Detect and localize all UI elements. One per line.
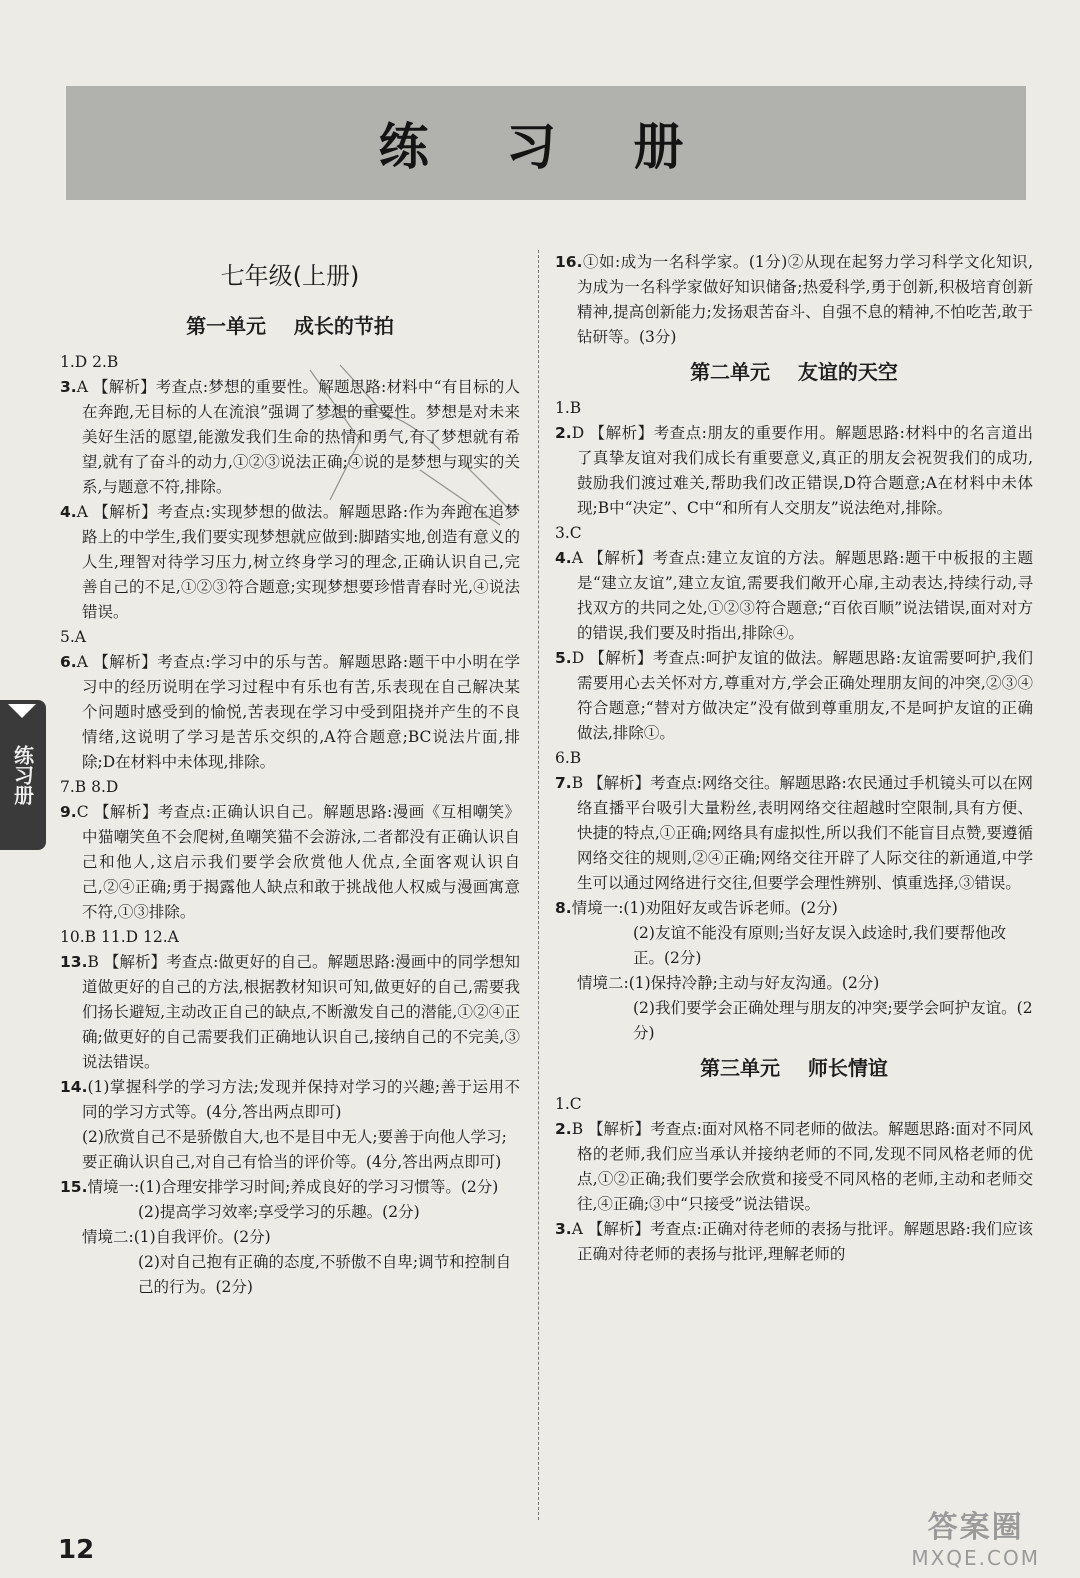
answer-subitem: (2)友谊不能没有原则;当好友误入歧途时,我们要帮他改正。(2分) [633,924,1007,967]
side-tab [0,700,46,850]
side-tab-arrow-icon [8,704,36,718]
answer-item: 3.A 【解析】考查点:正确对待老师的表扬与批评。解题思路:我们应该正确对待老师的表扬与批评,理解老师的 [555,1220,1033,1263]
answer-subitem: (2)我们要学会正确处理与朋友的冲突;要学会呵护友谊。(2分) [633,999,1033,1042]
answer-item: 6.A 【解析】考查点:学习中的乐与苦。解题思路:题干中小明在学习中的经历说明在学习过程中有乐也有苦,乐表现在自己解决某个问题时感受到的愉悦,苦表现在学习中受到阻挠并产生的不良情绪,这说明了学习是苦乐交织的,A符合题意;BC说法片面,排除;D在材料中未体现,排除。 [60,653,520,771]
answer-item: 16.①如:成为一名科学家。(1分)②从现在起努力学习科学文化知识,为成为一名科学家做好知识储备;热爱科学,勇于创新,积极培育创新精神,提高创新能力;发扬艰苦奋斗、自强不息的精神,不怕吃苦,敢于钻研等。(3分) [555,253,1033,346]
answer-item: 9.C 【解析】考查点:正确认识自己。解题思路:漫画《互相嘲笑》中猫嘲笑鱼不会爬树,鱼嘲笑猫不会游泳,二者都没有正确认识自己和他人,这启示我们要学会欣赏他人优点,全面客观认识自己,②④正确;勇于揭露他人缺点和敢于挑战他人权威与漫画寓意不符,①③排除。 [60,803,520,921]
watermark-logo: 答案圈 [927,1510,1024,1545]
watermark [911,1502,1040,1570]
answer-subitem: 情境二:(1)保持冷静;主动与好友沟通。(2分) [577,974,880,992]
answer-item: 7.B 8.D [60,778,119,796]
answer-item: 8.情境一:(1)劝阻好友或告诉老师。(2分) [555,899,838,917]
banner-title: 练 习 册 [378,118,714,176]
answer-item: 2.B 【解析】考查点:面对风格不同老师的做法。解题思路:面对不同风格的老师,我们应当承认并接纳老师的不同,发现不同风格老师的优点,①②正确;我们要学会欣赏和接受不同风格的老师,主动和老师交往,④正确;③中“只接受”说法错误。 [555,1120,1033,1213]
answer-item: 15.情境一:(1)合理安排学习时间;养成良好的学习习惯等。(2分) [60,1178,499,1196]
chapter-banner [66,86,1026,200]
answer-item: 2.D 【解析】考查点:朋友的重要作用。解题思路:材料中的名言道出了真挚友谊对我们成长有重要意义,真正的朋友会祝贺我们的成功,鼓励我们渡过难关,帮助我们改正错误,D符合题意;A在材料中未体现;B中“决定”、C中“和所有人交朋友”说法绝对,排除。 [555,424,1033,517]
answer-item: 7.B 【解析】考查点:网络交往。解题思路:农民通过手机镜头可以在网络直播平台吸引大量粉丝,表明网络交往超越时空限制,具有方便、快捷的特点,①正确;网络具有虚拟性,所以我们不能盲目点赞,要遵循网络交往的规则,②④正确;网络交往开辟了人际交往的新通道,中学生可以通过网络进行交往,但要学会理性辨别、慎重选择,③错误。 [555,774,1033,892]
unit3-title: 第三单元 师长情谊 [700,1056,888,1080]
answer-item: 1.C [555,1095,582,1113]
answer-item: 3.A 【解析】考查点:梦想的重要性。解题思路:材料中“有目标的人在奔跑,无目标的人在流浪”强调了梦想的重要性。梦想是对未来美好生活的愿望,能激发我们生命的热情和勇气,有了梦想就有希望,就有了奋斗的动力,①②③说法正确;④说的是梦想与现实的关系,与题意不符,排除。 [60,378,520,496]
answer-item: 1.B [555,399,582,417]
answer-item: 4.A 【解析】考查点:建立友谊的方法。解题思路:题干中板报的主题是“建立友谊”,建立友谊,需要我们敞开心扉,主动表达,持续行动,寻找双方的共同之处,①②③符合题意;“百依百顺”说法错误,面对对方的错误,我们要及时指出,排除④。 [555,549,1033,642]
page-number: 12 [58,1535,95,1565]
watermark-url: MXQE.COM [911,1546,1040,1570]
answer-item: 6.B [555,749,582,767]
answer-item: 1.D 2.B [60,353,119,371]
unit1-title: 第一单元 成长的节拍 [186,314,394,338]
answer-item: 5.A [60,628,86,646]
grade-title: 七年级(上册) [220,262,360,290]
answer-item: 14.(1)掌握科学的学习方法;发现并保持对学习的兴趣;善于运用不同的学习方式等。(4分,答出两点即可) [60,1078,520,1121]
answer-subitem: 情境二:(1)自我评价。(2分) [82,1228,271,1246]
answer-subitem: (2)欣赏自己不是骄傲自大,也不是目中无人;要善于向他人学习;要正确认识自己,对自己有恰当的评价等。(4分,答出两点即可) [82,1128,507,1171]
answer-item: 5.D 【解析】考查点:呵护友谊的做法。解题思路:友谊需要呵护,我们需要用心去关怀对方,尊重对方,学会正确处理朋友间的冲突,②③④符合题意;“替对方做决定”没有做到尊重朋友,不是呵护友谊的正确做法,排除①。 [555,649,1033,742]
answer-item: 3.C [555,524,582,542]
column-divider [538,250,539,1520]
answer-subitem: (2)提高学习效率;享受学习的乐趣。(2分) [138,1203,420,1221]
pencil-scribble-icon [300,360,520,530]
unit2-title: 第二单元 友谊的天空 [690,360,898,384]
answer-item: 10.B 11.D 12.A [60,928,179,946]
side-tab-label: 练习册 [10,745,35,805]
answer-subitem: (2)对自己抱有正确的态度,不骄傲不自卑;调节和控制自己的行为。(2分) [138,1253,512,1296]
answer-item: 13.B 【解析】考查点:做更好的自己。解题思路:漫画中的同学想知道做更好的自己的方法,根据教材知识可知,做更好的自己,需要我们扬长避短,主动改正自己的缺点,不断激发自己的潜能,①②④正确;做更好的自己需要我们正确地认识自己,接纳自己的不完美,③说法错误。 [60,953,520,1071]
answer-item: 4.A 【解析】考查点:实现梦想的做法。解题思路:作为奔跑在追梦路上的中学生,我们要实现梦想就应做到:脚踏实地,创造有意义的人生,理智对待学习压力,树立终身学习的理念,正确认识自己,完善自己的不足,①②③符合题意;实现梦想要珍惜青春时光,④说法错误。 [60,503,520,621]
right-column [555,250,1033,1520]
